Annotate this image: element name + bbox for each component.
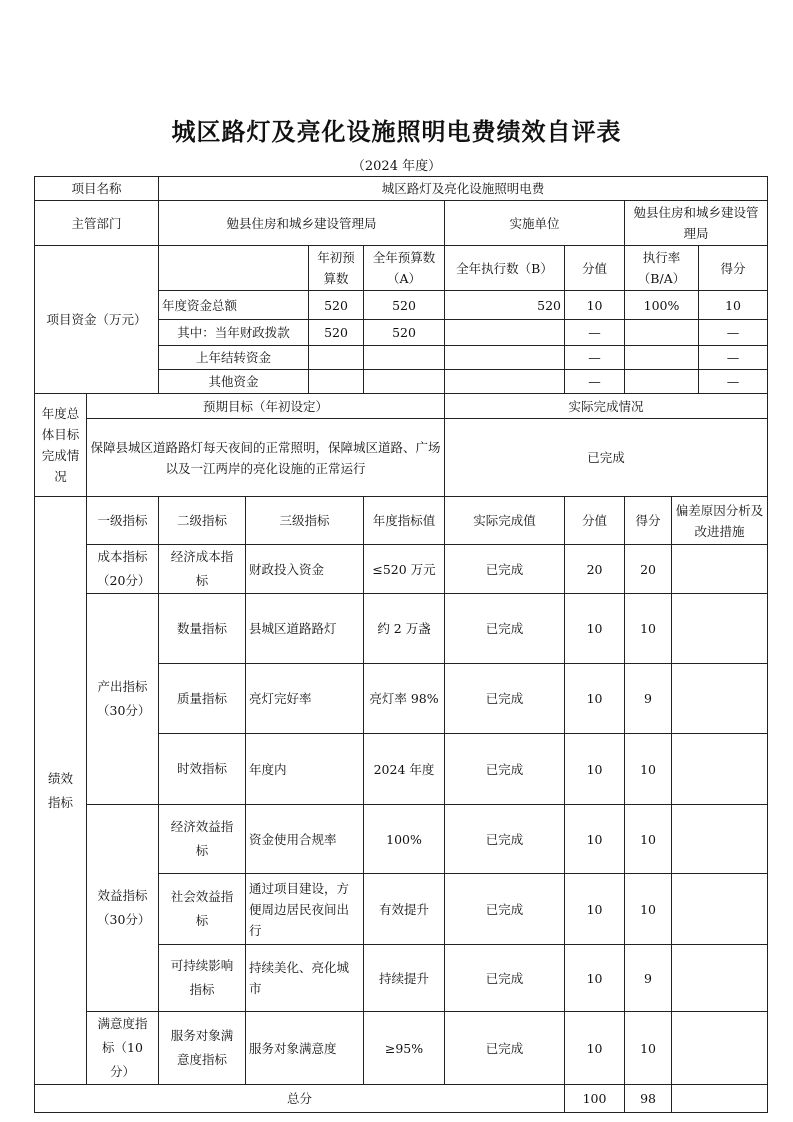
level2: 时效指标: [159, 734, 246, 805]
cell: —: [565, 320, 625, 346]
level2: 服务对象满意度指标: [159, 1012, 246, 1085]
level1: 成本指标（20分）: [87, 545, 159, 594]
label: 主管部门: [35, 201, 159, 246]
actual: 已完成: [445, 664, 565, 734]
table-row: [35, 419, 768, 497]
header: 年初预算数: [309, 246, 364, 291]
actual: 已完成: [445, 545, 565, 594]
score-value: 10: [565, 664, 625, 734]
header: 得分: [699, 246, 768, 291]
goal-expected: 保障县城区道路路灯每天夜间的正常照明，保障城区道路、广场以及一江两岸的亮化设施的正常运行: [87, 419, 445, 497]
cell: [364, 370, 445, 394]
header: 预期目标（年初设定）: [87, 394, 445, 419]
score-value: 10: [565, 594, 625, 664]
target: 亮灯率 98%: [364, 664, 445, 734]
actual: 已完成: [445, 594, 565, 664]
table-row: [35, 246, 768, 291]
score: 10: [625, 805, 672, 874]
table-row: [35, 201, 768, 246]
header: 年度指标值: [364, 497, 445, 545]
actual: 已完成: [445, 1012, 565, 1085]
funds-label: 项目资金（万元）: [35, 246, 159, 394]
impl-unit: 勉县住房和城乡建设管理局: [625, 201, 768, 246]
deviation: [672, 1012, 768, 1085]
target: ≥95%: [364, 1012, 445, 1085]
deviation: [672, 664, 768, 734]
cell: [309, 370, 364, 394]
target: 持续提升: [364, 945, 445, 1012]
table-row: [35, 177, 768, 201]
level3: 亮灯完好率: [246, 664, 364, 734]
goal-label: 年度总体目标完成情况: [35, 394, 87, 497]
target: 100%: [364, 805, 445, 874]
cell: [309, 346, 364, 370]
cell: 520: [309, 291, 364, 320]
target: 2024 年度: [364, 734, 445, 805]
score: 9: [625, 945, 672, 1012]
score-value: 20: [565, 545, 625, 594]
cell: [625, 346, 699, 370]
header: 全年预算数（A）: [364, 246, 445, 291]
table-row: [35, 545, 768, 594]
level3: 服务对象满意度: [246, 1012, 364, 1085]
cell: 520: [364, 291, 445, 320]
header: 三级指标: [246, 497, 364, 545]
target: 有效提升: [364, 874, 445, 945]
level2: 可持续影响指标: [159, 945, 246, 1012]
score: 9: [625, 664, 672, 734]
cell: —: [699, 370, 768, 394]
level1: 效益指标（30分）: [87, 805, 159, 1012]
total-value: 100: [565, 1085, 625, 1113]
cell: 520: [309, 320, 364, 346]
level2: 经济效益指标: [159, 805, 246, 874]
cell: [364, 346, 445, 370]
header: 一级指标: [87, 497, 159, 545]
cell: 520: [445, 291, 565, 320]
score: 10: [625, 594, 672, 664]
level2: 质量指标: [159, 664, 246, 734]
level3: 资金使用合规率: [246, 805, 364, 874]
score: 10: [625, 1012, 672, 1085]
level2: 社会效益指标: [159, 874, 246, 945]
deviation: [672, 874, 768, 945]
page-title: 城区路灯及亮化设施照明电费绩效自评表: [171, 117, 622, 146]
target: ≤520 万元: [364, 545, 445, 594]
fund-name: 年度资金总额: [159, 291, 309, 320]
header: 实际完成值: [445, 497, 565, 545]
cell: —: [699, 320, 768, 346]
goal-actual: 已完成: [445, 419, 768, 497]
cell: —: [565, 370, 625, 394]
fund-name: 上年结转资金: [159, 346, 309, 370]
year: （2024 年度）: [351, 159, 442, 174]
header: 全年执行数（B）: [445, 246, 565, 291]
actual: 已完成: [445, 945, 565, 1012]
header: 偏差原因分析及改进措施: [672, 497, 768, 545]
cell: [445, 320, 565, 346]
blank: [159, 246, 309, 291]
cell: [445, 346, 565, 370]
level3: 持续美化、亮化城市: [246, 945, 364, 1012]
label: 项目名称: [35, 177, 159, 201]
level2: 经济成本指标: [159, 545, 246, 594]
score: 10: [625, 874, 672, 945]
deviation: [672, 734, 768, 805]
actual: 已完成: [445, 874, 565, 945]
header: 实际完成情况: [445, 394, 768, 419]
fund-name: 其他资金: [159, 370, 309, 394]
table-row: [35, 594, 768, 664]
level2: 数量指标: [159, 594, 246, 664]
level3: 县城区道路路灯: [246, 594, 364, 664]
level3: 年度内: [246, 734, 364, 805]
project-name: 城区路灯及亮化设施照明电费: [159, 177, 768, 201]
target: 约 2 万盏: [364, 594, 445, 664]
cell: [445, 370, 565, 394]
header: 分值: [565, 246, 625, 291]
cell: —: [699, 346, 768, 370]
table-row: [35, 805, 768, 874]
fund-name: 其中：当年财政拨款: [159, 320, 309, 346]
cell: 100%: [625, 291, 699, 320]
deviation: [672, 545, 768, 594]
total-label: 总分: [35, 1085, 565, 1113]
cell: 520: [364, 320, 445, 346]
score-value: 10: [565, 734, 625, 805]
score: 10: [625, 734, 672, 805]
level3: 财政投入资金: [246, 545, 364, 594]
evaluation-table: [34, 176, 768, 1113]
cell: [625, 320, 699, 346]
score: 20: [625, 545, 672, 594]
level1: 满意度指标（10分）: [87, 1012, 159, 1085]
label: 实施单位: [445, 201, 625, 246]
table-row: [35, 1012, 768, 1085]
cell: 10: [699, 291, 768, 320]
level1: 产出指标（30分）: [87, 594, 159, 805]
cell: [625, 370, 699, 394]
header: 执行率（B/A）: [625, 246, 699, 291]
cell: —: [565, 346, 625, 370]
actual: 已完成: [445, 734, 565, 805]
blank: [672, 1085, 768, 1113]
table-row: [35, 497, 768, 545]
deviation: [672, 594, 768, 664]
header: 分值: [565, 497, 625, 545]
cell: 10: [565, 291, 625, 320]
deviation: [672, 945, 768, 1012]
score-value: 10: [565, 874, 625, 945]
table-row: [35, 394, 768, 419]
level3: 通过项目建设，方便周边居民夜间出行: [246, 874, 364, 945]
total-score: 98: [625, 1085, 672, 1113]
header: 得分: [625, 497, 672, 545]
indicators-label: 绩效指标: [35, 497, 87, 1085]
actual: 已完成: [445, 805, 565, 874]
dept: 勉县住房和城乡建设管理局: [159, 201, 445, 246]
deviation: [672, 805, 768, 874]
score-value: 10: [565, 805, 625, 874]
score-value: 10: [565, 1012, 625, 1085]
score-value: 10: [565, 945, 625, 1012]
table-row: [35, 1085, 768, 1113]
header: 二级指标: [159, 497, 246, 545]
